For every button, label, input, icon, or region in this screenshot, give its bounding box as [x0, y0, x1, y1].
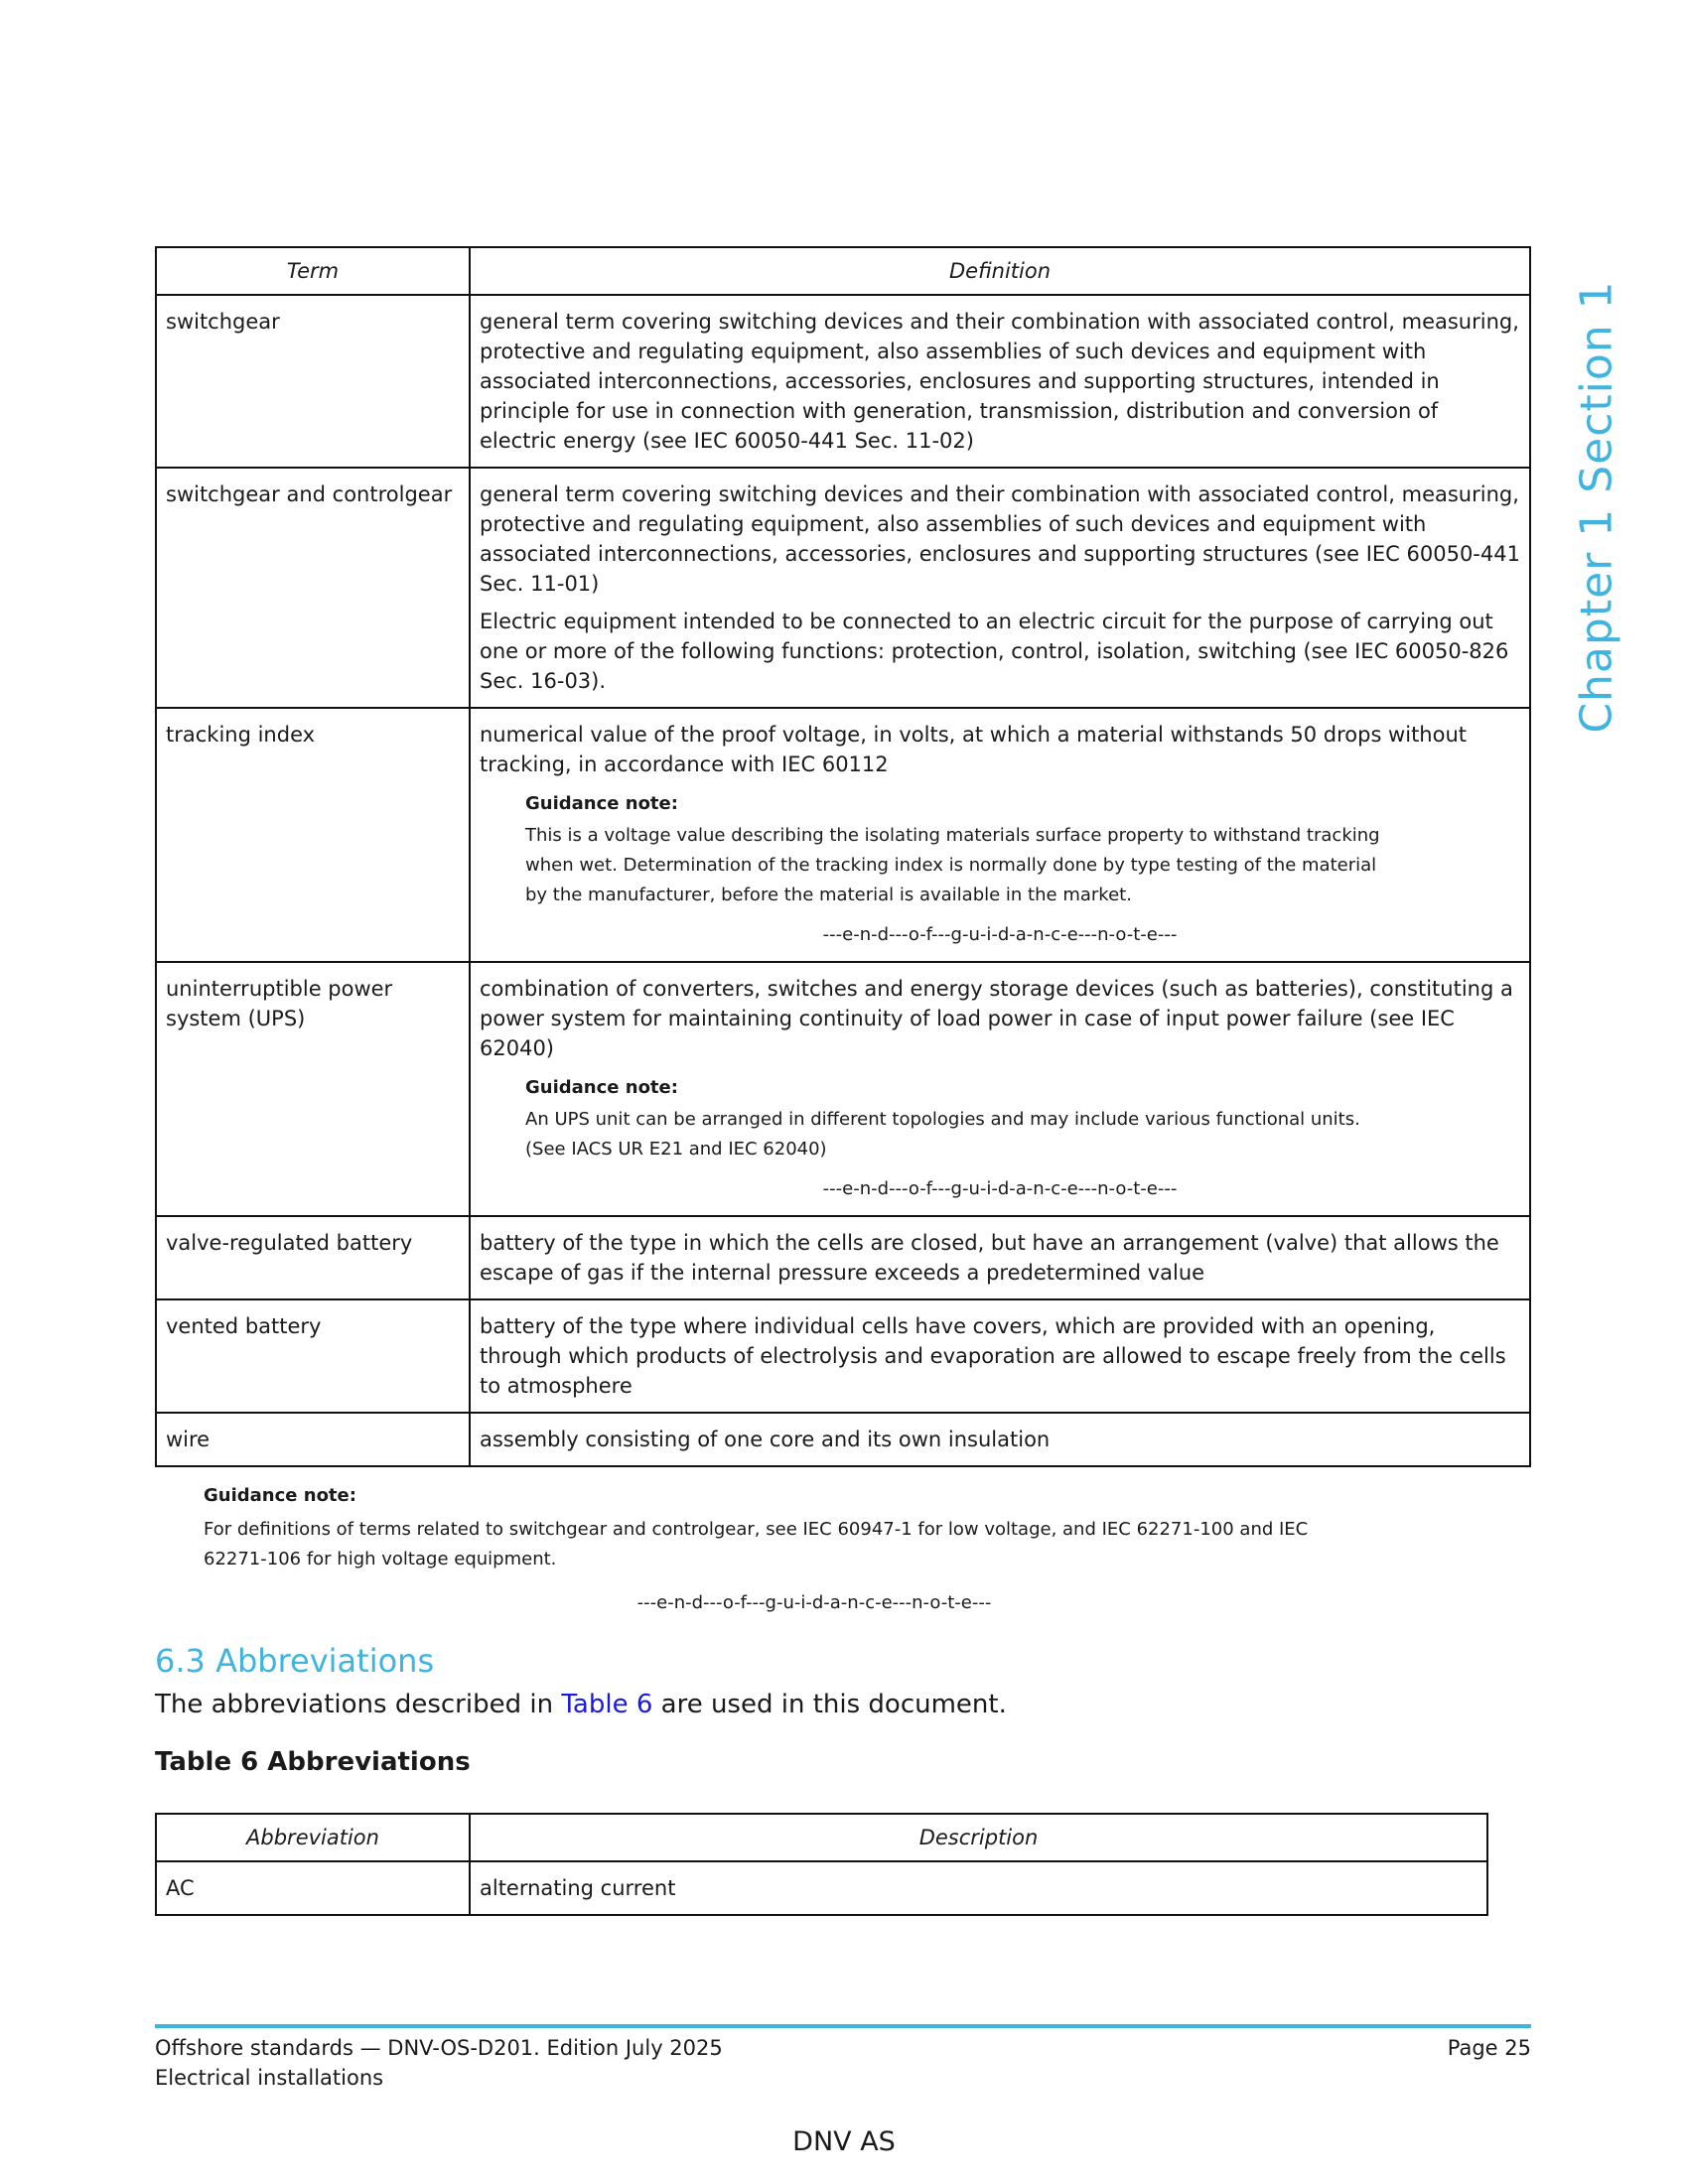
guidance-note-title: Guidance note:	[204, 1485, 356, 1506]
table-row	[156, 1216, 1530, 1299]
definition-text: general term covering switching devices and their combination with associated control, measuring, protective and regulating equipment, also assemblies of such devices and equipment with associated interconnections, accessories, enclosures and supporting structures, intended in principle for use in connection with generation, transmission, distribution and conversion of electric energy (see IEC 60050-441 Sec. 11-02)	[480, 310, 1519, 453]
definition-text: numerical value of the proof voltage, in volts, at which a material withstands 50 drops without tracking, in accordance with IEC 60112	[480, 723, 1468, 776]
guidance-note-line: This is a voltage value describing the isolating materials surface property to withstand tracking	[525, 825, 1380, 846]
footer-subject: Electrical installations	[155, 2066, 384, 2090]
guidance-note-body	[525, 1105, 1520, 1164]
section-intro	[155, 1690, 1007, 1719]
definition-text: Electric equipment intended to be connected to an electric circuit for the purpose of carrying out one or more of the following functions: protection, control, isolation, switching (see IEC 60050-826 Sec. 16-03).	[480, 610, 1509, 693]
abbreviation-cell: AC	[156, 1861, 470, 1915]
guidance-note	[525, 1073, 1520, 1204]
definitions-table	[155, 246, 1531, 1467]
guidance-note-line: 62271-106 for high voltage equipment.	[204, 1549, 557, 1570]
definition-text: battery of the type in which the cells are closed, but have an arrangement (valve) that allows the escape of gas if the internal pressure exceeds a predetermined value	[480, 1231, 1499, 1285]
definition-cell	[470, 468, 1530, 708]
guidance-note-end: ---e-n-d---o-f---g-u-i-d-a-n-c-e---n-o-t-e---	[822, 924, 1178, 945]
footer-divider	[155, 2024, 1531, 2028]
table-row	[156, 962, 1530, 1216]
guidance-note-end: ---e-n-d---o-f---g-u-i-d-a-n-c-e---n-o-t-e---	[636, 1592, 992, 1613]
definition-cell	[470, 1216, 1530, 1299]
definition-text: general term covering switching devices and their combination with associated control, measuring, protective and regulating equipment, also assemblies of such devices and equipment with associated interconnections, accessories, enclosures and supporting structures (see IEC 60050-441 Sec. 11-01)	[480, 482, 1520, 596]
guidance-note-line: by the manufacturer, before the material is available in the market.	[525, 885, 1132, 905]
definition-cell	[470, 1299, 1530, 1413]
definition-text: battery of the type where individual cells have covers, which are provided with an opening, through which products of electrolysis and evaporation are allowed to escape freely from the cells to atmosphere	[480, 1314, 1506, 1398]
section-heading: 6.3 Abbreviations	[155, 1642, 435, 1680]
definitions-header-row	[156, 247, 1530, 295]
definition-cell	[470, 962, 1530, 1216]
definition-cell	[470, 708, 1530, 962]
table-row	[156, 295, 1530, 468]
description-cell: alternating current	[470, 1861, 1487, 1915]
guidance-note-line: An UPS unit can be arranged in different topologies and may include various functional units.	[525, 1109, 1360, 1130]
term-cell: wire	[156, 1413, 470, 1466]
table-row	[156, 1299, 1530, 1413]
guidance-note	[204, 1481, 1475, 1618]
definition-cell	[470, 295, 1530, 468]
guidance-note-line: (See IACS UR E21 and IEC 62040)	[525, 1139, 827, 1160]
guidance-note-title: Guidance note:	[525, 793, 678, 814]
term-cell: uninterruptible power system (UPS)	[156, 962, 470, 1216]
term-cell: valve-regulated battery	[156, 1216, 470, 1299]
definition-column-header: Definition	[470, 247, 1530, 295]
intro-text-end: are used in this document.	[652, 1690, 1007, 1719]
abbreviations-table	[155, 1813, 1488, 1916]
table-6-link[interactable]: Table 6	[561, 1690, 653, 1719]
term-cell: switchgear	[156, 295, 470, 468]
guidance-note	[525, 789, 1520, 950]
guidance-note-body	[525, 821, 1520, 910]
table-row	[156, 468, 1530, 708]
footer-document-info	[155, 2033, 723, 2093]
guidance-note-end: ---e-n-d---o-f---g-u-i-d-a-n-c-e---n-o-t-e---	[822, 1178, 1178, 1199]
chapter-section-label: Chapter 1 Section 1	[1571, 279, 1622, 734]
table-row	[156, 1413, 1530, 1466]
term-cell: switchgear and controlgear	[156, 468, 470, 708]
guidance-note-line: For definitions of terms related to switchgear and controlgear, see IEC 60947-1 for low voltage, and IEC 62271-100 and IEC	[204, 1519, 1309, 1540]
page-number: Page 25	[1447, 2036, 1531, 2060]
table-caption: Table 6 Abbreviations	[155, 1747, 471, 1777]
guidance-note-title: Guidance note:	[525, 1077, 678, 1098]
description-column-header: Description	[470, 1814, 1487, 1861]
abbreviation-column-header: Abbreviation	[156, 1814, 470, 1861]
term-cell: vented battery	[156, 1299, 470, 1413]
abbreviations-header-row	[156, 1814, 1487, 1861]
guidance-note-line: when wet. Determination of the tracking index is normally done by type testing of the material	[525, 855, 1377, 876]
definition-text: combination of converters, switches and energy storage devices (such as batteries), constituting a power system for maintaining continuity of load power in case of input power failure (see IEC 62040)	[480, 977, 1513, 1060]
company-name: DNV AS	[792, 2126, 896, 2157]
definition-text: assembly consisting of one core and its own insulation	[480, 1428, 1051, 1451]
table-row	[156, 708, 1530, 962]
definition-cell	[470, 1413, 1530, 1466]
footer-standard: Offshore standards — DNV-OS-D201. Edition July 2025	[155, 2036, 723, 2060]
intro-text: The abbreviations described in	[155, 1690, 562, 1719]
guidance-note-body	[204, 1515, 1475, 1574]
term-column-header: Term	[156, 247, 470, 295]
chapter-section-tab	[1557, 278, 1636, 735]
table-row	[156, 1861, 1487, 1915]
term-cell: tracking index	[156, 708, 470, 962]
